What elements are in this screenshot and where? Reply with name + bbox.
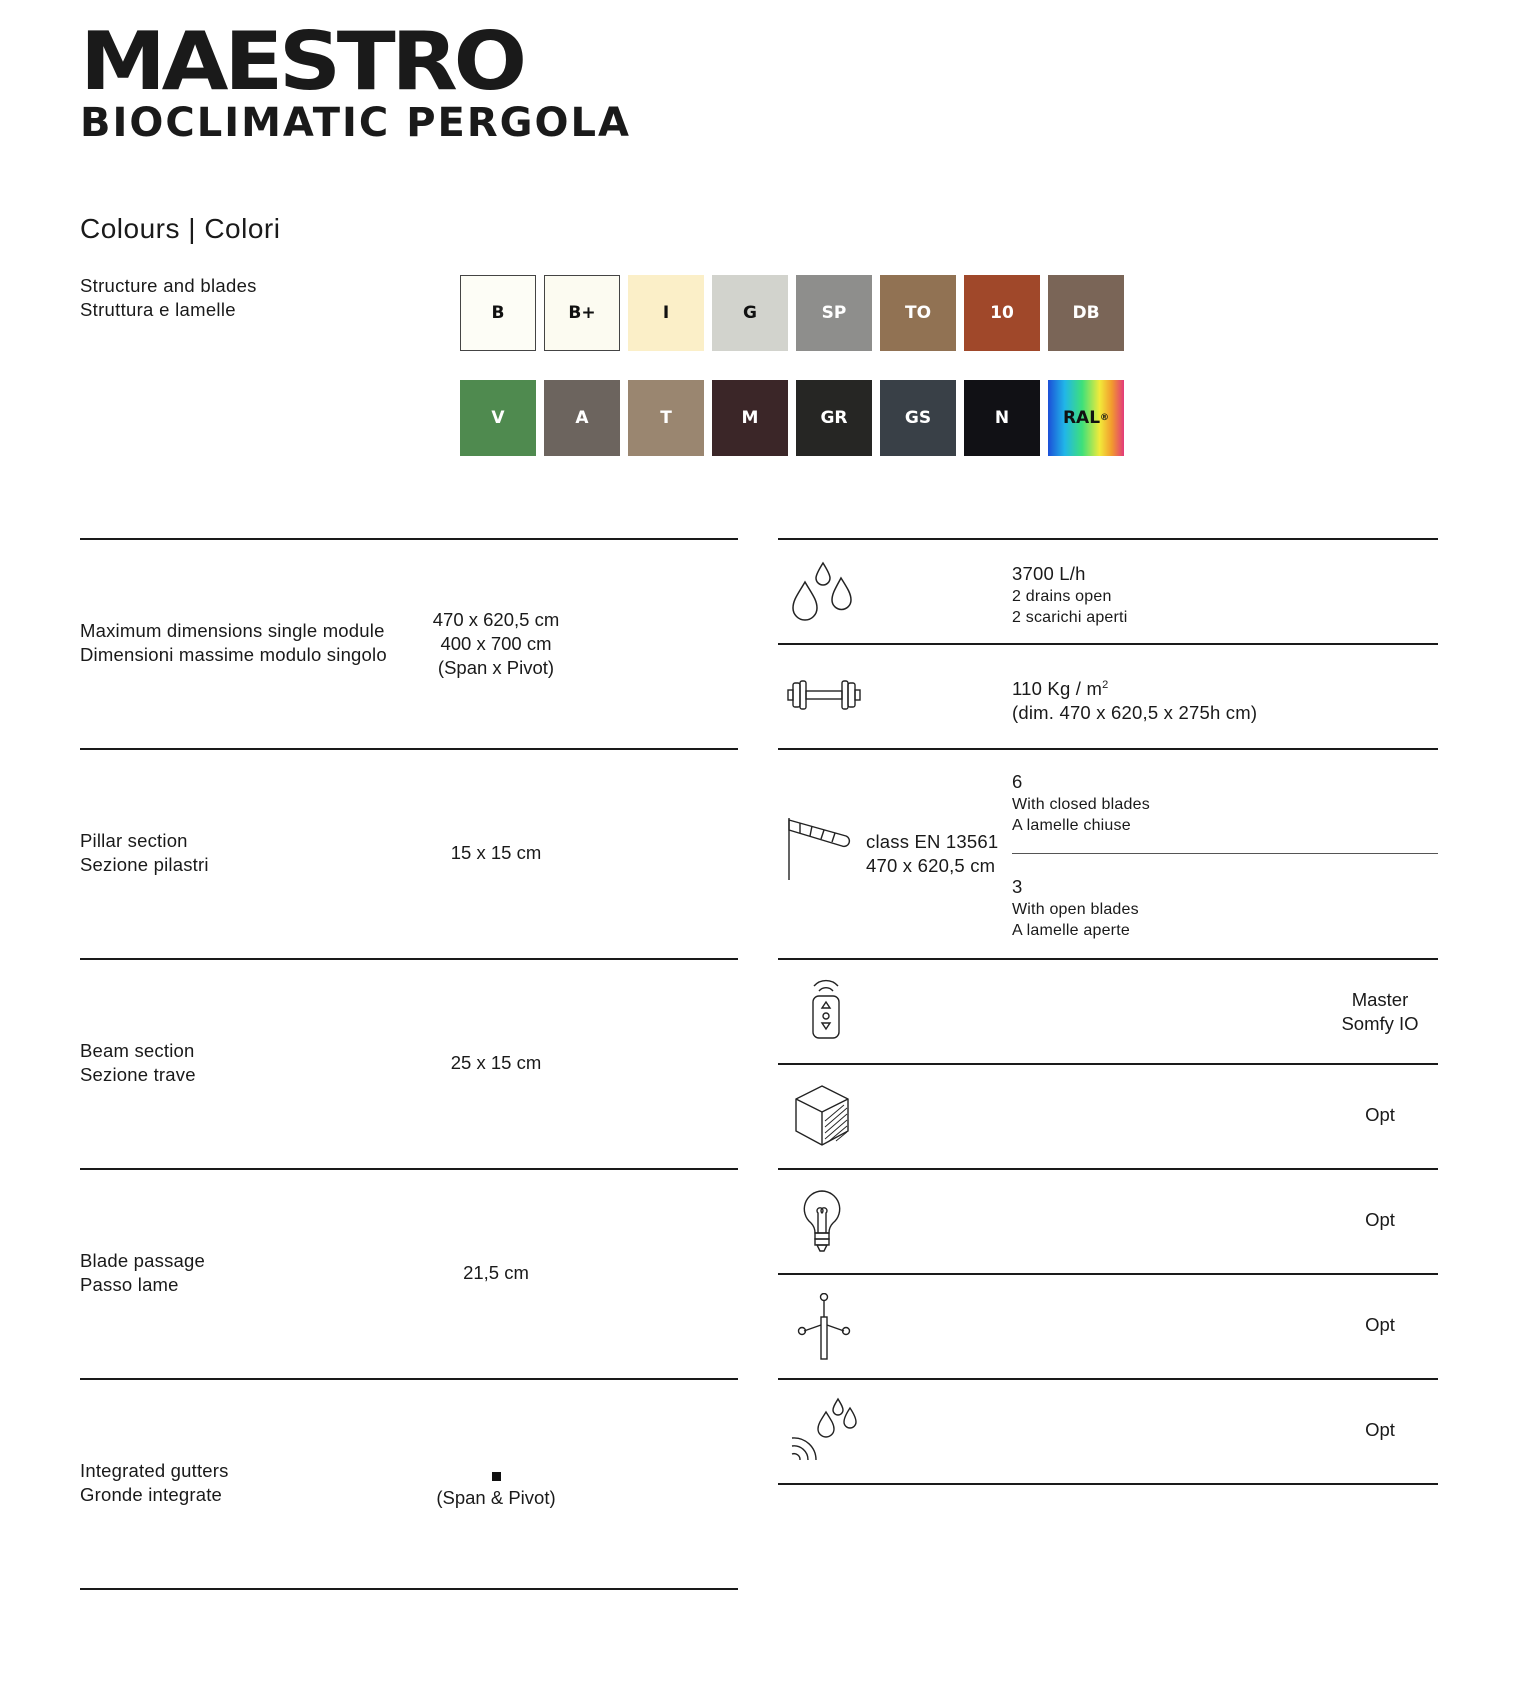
colours-label-en: Structure and blades xyxy=(80,275,257,296)
colour-swatch-t: T xyxy=(628,380,704,456)
spec-row-blade xyxy=(80,1168,738,1378)
colour-swatch-10: 10 xyxy=(964,275,1040,351)
wind-class-dimensions: 470 x 620,5 cm xyxy=(866,855,996,876)
spec-value-line: (Span x Pivot) xyxy=(437,657,555,678)
spec-label-it: Sezione trave xyxy=(80,1064,196,1085)
spec-value xyxy=(346,1464,646,1510)
rain-sensor-icon xyxy=(788,1396,860,1462)
spec-label-it: Sezione pilastri xyxy=(80,854,209,875)
spec-value-line: (Span & Pivot) xyxy=(436,1487,556,1508)
colour-swatch-db: DB xyxy=(1048,275,1124,351)
feature-row-motor xyxy=(778,958,1438,1063)
wind-closed-en: With closed blades xyxy=(1012,796,1150,813)
colour-swatch-n: N xyxy=(964,380,1040,456)
dumbbell-icon xyxy=(786,677,862,713)
spec-label-it: Dimensioni massime modulo singolo xyxy=(80,644,387,665)
colour-swatch-to: TO xyxy=(880,275,956,351)
colours-heading: Colours | Colori xyxy=(80,213,281,244)
colour-swatch-b-plus: B+ xyxy=(544,275,620,351)
wind-open-en: With open blades xyxy=(1012,901,1139,918)
colours-label xyxy=(80,274,257,322)
spec-label xyxy=(80,829,209,877)
drainage-value: 3700 L/h xyxy=(1012,563,1086,584)
spec-value: 25 x 15 cm xyxy=(450,1052,542,1073)
spec-label xyxy=(80,619,387,667)
wind-class-text xyxy=(866,830,998,878)
feature-row-option xyxy=(778,1063,1438,1168)
spec-label-it: Passo lame xyxy=(80,1274,179,1295)
spec-label xyxy=(80,1459,229,1507)
spec-value-line: 400 x 700 cm xyxy=(440,633,552,654)
spec-label xyxy=(80,1249,205,1297)
spec-value: 21,5 cm xyxy=(463,1262,529,1283)
colour-swatch-b: B xyxy=(460,275,536,351)
wind-closed-it: A lamelle chiuse xyxy=(1012,817,1131,834)
drainage-text xyxy=(1012,562,1127,628)
spec-label-en: Maximum dimensions single module xyxy=(80,620,385,641)
feature-row-load xyxy=(778,643,1438,748)
colour-swatch-i: I xyxy=(628,275,704,351)
product-title: MAESTRO xyxy=(80,15,523,108)
spec-row-beam xyxy=(80,958,738,1168)
spec-value-line: 470 x 620,5 cm xyxy=(432,609,560,630)
registered-mark: ® xyxy=(1100,413,1110,423)
option-value: Opt xyxy=(1365,1314,1395,1335)
swatch-row-2 xyxy=(460,380,1124,456)
spec-label-en: Pillar section xyxy=(80,830,188,851)
spec-row-gutters xyxy=(80,1378,738,1588)
feature-row-option xyxy=(778,1378,1438,1483)
option-value: Opt xyxy=(1365,1209,1395,1230)
right-divider xyxy=(778,1483,1438,1485)
wind-sensor-icon xyxy=(796,1293,852,1363)
load-dimensions: (dim. 470 x 620,5 x 275h cm) xyxy=(1012,702,1258,724)
wind-closed-text xyxy=(1012,770,1150,836)
colour-swatch-a: A xyxy=(544,380,620,456)
load-value: 110 Kg / $m^2$ xyxy=(1012,678,1109,700)
spec-value: 15 x 15 cm xyxy=(450,842,542,863)
motor-line-2: Somfy IO xyxy=(1341,1013,1419,1034)
feature-row-drainage xyxy=(778,538,1438,643)
light-bulb-icon xyxy=(798,1188,846,1254)
colour-swatch-gs: GS xyxy=(880,380,956,456)
wind-open-text xyxy=(1012,875,1139,941)
cube-icon xyxy=(792,1083,852,1149)
motor-text xyxy=(1300,988,1460,1036)
spec-row-max-dimensions xyxy=(80,538,738,748)
remote-control-icon xyxy=(808,976,844,1042)
drainage-line-it: 2 scarichi aperti xyxy=(1012,609,1128,626)
spec-label-it: Gronde integrate xyxy=(80,1484,223,1505)
wind-open-value: 3 xyxy=(1012,876,1023,897)
colour-swatch-sp: SP xyxy=(796,275,872,351)
wind-open-it: A lamelle aperte xyxy=(1012,922,1130,939)
load-text xyxy=(1012,673,1257,725)
colour-swatch-ral: RAL ® xyxy=(1048,380,1124,456)
wind-class-label: class EN 13561 xyxy=(866,831,999,852)
feature-row-option xyxy=(778,1168,1438,1273)
spec-label-en: Blade passage xyxy=(80,1250,205,1271)
wind-closed-value: 6 xyxy=(1012,771,1023,792)
option-value: Opt xyxy=(1365,1104,1395,1125)
colour-swatch-v: V xyxy=(460,380,536,456)
swatch-row-1 xyxy=(460,275,1124,351)
colour-swatch-m: M xyxy=(712,380,788,456)
left-divider xyxy=(80,1588,738,1590)
spec-value xyxy=(346,608,646,680)
drainage-line-en: 2 drains open xyxy=(1012,588,1112,605)
square-bullet-icon xyxy=(492,1472,501,1481)
colour-swatch-gr: GR xyxy=(796,380,872,456)
feature-row-wind xyxy=(778,748,1438,958)
spec-label-en: Beam section xyxy=(80,1040,195,1061)
motor-line-1: Master xyxy=(1351,989,1409,1010)
water-drops-icon xyxy=(788,558,858,624)
colours-label-it: Struttura e lamelle xyxy=(80,299,236,320)
spec-label-en: Integrated gutters xyxy=(80,1460,229,1481)
option-value: Opt xyxy=(1365,1419,1395,1440)
colour-swatch-g: G xyxy=(712,275,788,351)
spec-label xyxy=(80,1039,196,1087)
product-subtitle: BIOCLIMATIC PERGOLA xyxy=(80,100,631,146)
windsock-icon xyxy=(786,816,852,882)
spec-row-pillar xyxy=(80,748,738,958)
feature-row-option xyxy=(778,1273,1438,1378)
